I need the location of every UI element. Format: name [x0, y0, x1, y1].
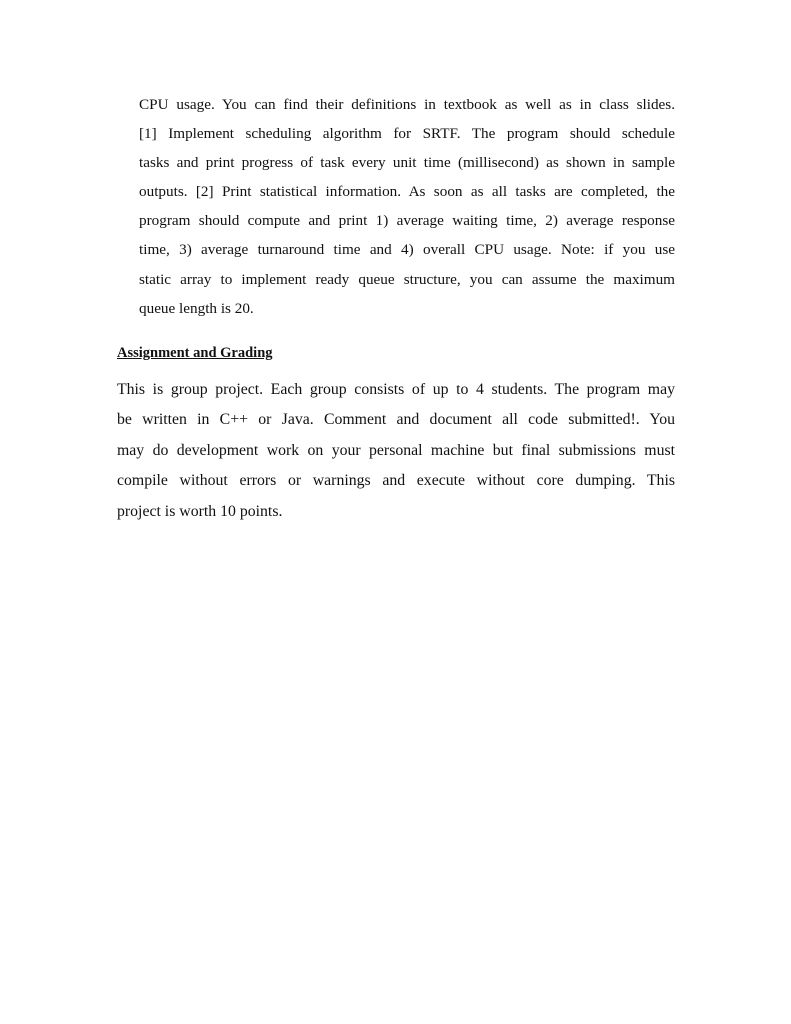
paragraph-line: queue length is 20.	[139, 299, 254, 317]
paragraph-line: static array to implement ready queue structure, you can assume the maximum	[139, 270, 675, 288]
paragraph-line: tasks and print progress of task every unit time (millisecond) as shown in sample	[139, 154, 675, 172]
assignment-grading-paragraph	[117, 375, 675, 527]
paragraph-line: may do development work on your personal machine but final submissions must	[117, 441, 675, 459]
paragraph-line: program should compute and print 1) average waiting time, 2) average response	[139, 212, 675, 230]
paragraph-line: CPU usage. You can find their definitions in textbook as well as in class slides.	[139, 96, 675, 113]
paragraph-line: project is worth 10 points.	[117, 502, 283, 520]
paragraph-line: This is group project. Each group consists of up to 4 students. The program may	[117, 381, 675, 398]
paragraph-line: outputs. [2] Print statistical information. As soon as all tasks are completed, the	[139, 183, 675, 201]
paragraph-line: compile without errors or warnings and execute without core dumping. This	[117, 472, 675, 490]
section-heading: Assignment and Grading	[117, 345, 273, 361]
paragraph-line: be written in C++ or Java. Comment and document all code submitted!. You	[117, 411, 675, 429]
srtf-requirements-paragraph	[139, 90, 675, 323]
paragraph-line: time, 3) average turnaround time and 4) overall CPU usage. Note: if you use	[139, 241, 675, 259]
paragraph-line: [1] Implement scheduling algorithm for SRTF. The program should schedule	[139, 125, 675, 143]
